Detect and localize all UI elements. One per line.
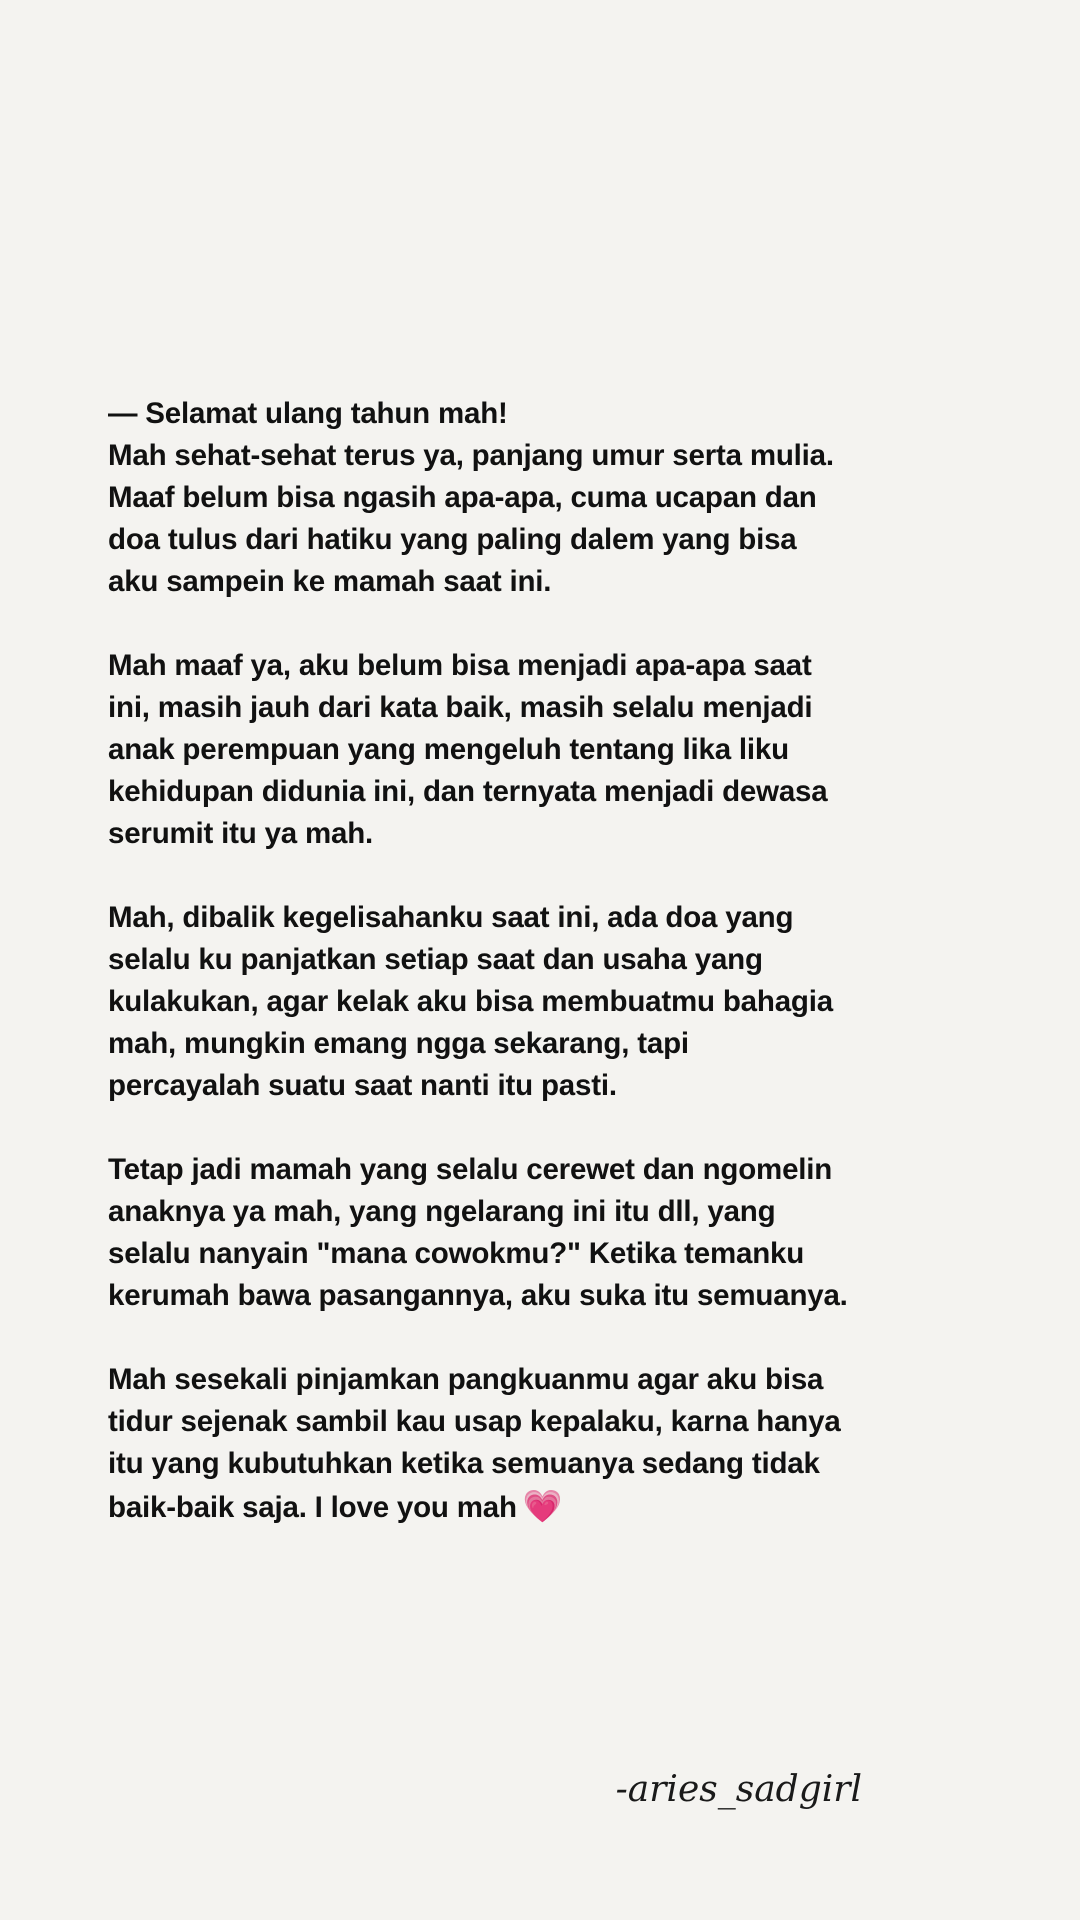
text-line: kehidupan didunia ini, dan ternyata menjadi dewasa: [108, 775, 828, 808]
text-line: ini, masih jauh dari kata baik, masih selalu menjadi: [108, 691, 813, 724]
paragraph-prayer: [108, 897, 968, 1107]
text-line: aku sampein ke mamah saat ini.: [108, 565, 552, 598]
text-line: anaknya ya mah, yang ngelarang ini itu dll, yang: [108, 1195, 776, 1228]
text-line: tidur sejenak sambil kau usap kepalaku, karna hanya: [108, 1405, 841, 1438]
signature: -aries_sadgirl: [615, 1769, 862, 1810]
paragraph-greeting: [108, 393, 968, 603]
text-line: Maaf belum bisa ngasih apa-apa, cuma ucapan dan: [108, 481, 817, 514]
text-line: mah, mungkin emang ngga sekarang, tapi: [108, 1027, 689, 1060]
text-line: anak perempuan yang mengeluh tentang lika liku: [108, 733, 789, 766]
text-line: Mah maaf ya, aku belum bisa menjadi apa-apa saat: [108, 649, 812, 682]
text-line: serumit itu ya mah.: [108, 817, 374, 850]
text-line: Mah sehat-sehat terus ya, panjang umur serta mulia.: [108, 439, 834, 472]
letter-body: [108, 393, 968, 1571]
closing-text: baik-baik saja. I love you mah: [108, 1491, 517, 1524]
text-line: itu yang kubutuhkan ketika semuanya sedang tidak: [108, 1447, 820, 1480]
text-line: Mah, dibalik kegelisahanku saat ini, ada doa yang: [108, 901, 794, 934]
paragraph-closing: [108, 1359, 968, 1529]
text-line: — Selamat ulang tahun mah!: [108, 397, 508, 430]
text-line: kulakukan, agar kelak aku bisa membuatmu bahagia: [108, 985, 833, 1018]
text-line: doa tulus dari hatiku yang paling dalem yang bisa: [108, 523, 797, 556]
text-line: Tetap jadi mamah yang selalu cerewet dan ngomelin: [108, 1153, 833, 1186]
text-line: kerumah bawa pasangannya, aku suka itu semuanya.: [108, 1279, 848, 1312]
paragraph-apology: [108, 645, 968, 855]
text-line-final: [108, 1485, 968, 1529]
text-line: selalu nanyain "mana cowokmu?" Ketika temanku: [108, 1237, 805, 1270]
text-line: percayalah suatu saat nanti itu pasti.: [108, 1069, 617, 1102]
growing-heart-icon: 💗: [522, 1487, 563, 1525]
text-line: selalu ku panjatkan setiap saat dan usaha yang: [108, 943, 763, 976]
paragraph-request: [108, 1149, 968, 1317]
text-line: Mah sesekali pinjamkan pangkuanmu agar aku bisa: [108, 1363, 824, 1396]
